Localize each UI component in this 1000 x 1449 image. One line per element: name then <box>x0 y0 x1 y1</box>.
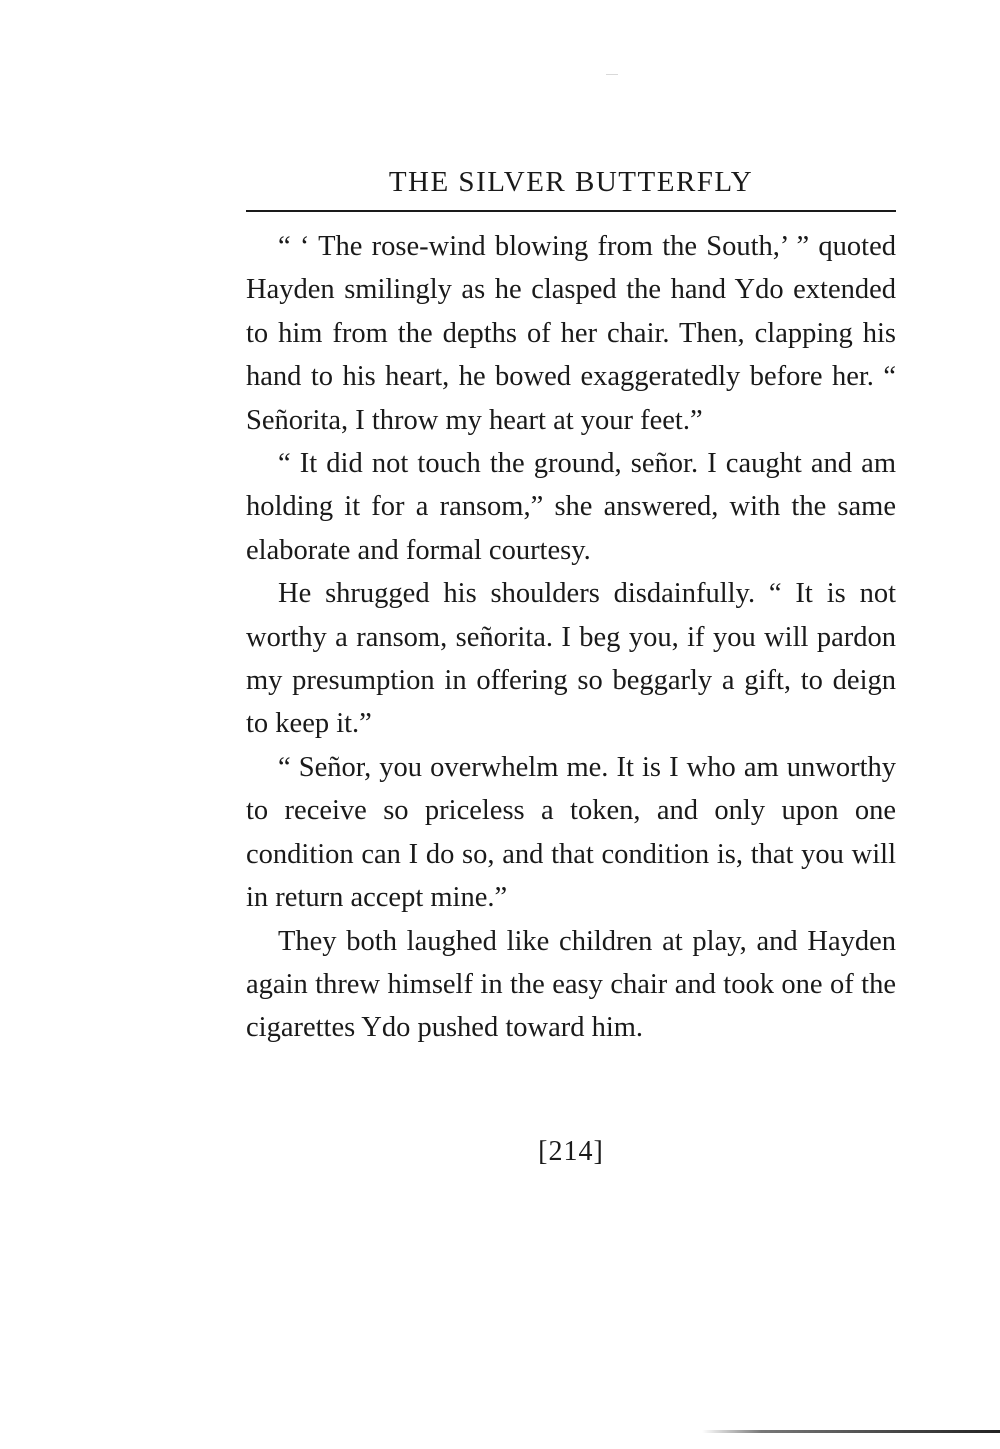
scan-edge-mark <box>702 1430 1000 1433</box>
paragraph: “ ‘ The rose-wind blowing from the South,’ ” quoted Hayden smilingly as he clasped the hand Ydo extended to him from the depths of her chair. Then, clapping his hand to his heart, he bowed exaggeratedly before her. “ Señorita, I throw my heart at your feet.” <box>246 231 896 436</box>
page-number: [214] <box>538 1136 604 1167</box>
body-text <box>246 225 896 1050</box>
running-header: THE SILVER BUTTERFLY <box>388 166 754 198</box>
paragraph: “ Señor, you overwhelm me. It is I who am unworthy to receive so priceless a token, and only upon one condition can I do so, and that condition is, that you will in return accept mine.” <box>246 751 896 914</box>
scan-speck <box>606 74 618 75</box>
paragraph: They both laughed like children at play, and Hayden again threw himself in the easy chair and took one of the cigarettes Ydo pushed toward him. <box>246 925 896 1044</box>
paragraph: “ It did not touch the ground, señor. I caught and am holding it for a ransom,” she answered, with the same elaborate and formal courtesy. <box>246 448 896 566</box>
paragraph: He shrugged his shoulders disdainfully. “ It is not worthy a ransom, señorita. I beg you, if you will pardon my presumption in offering so beggarly a gift, to deign to keep it.” <box>246 578 896 740</box>
header-rule <box>246 210 896 212</box>
